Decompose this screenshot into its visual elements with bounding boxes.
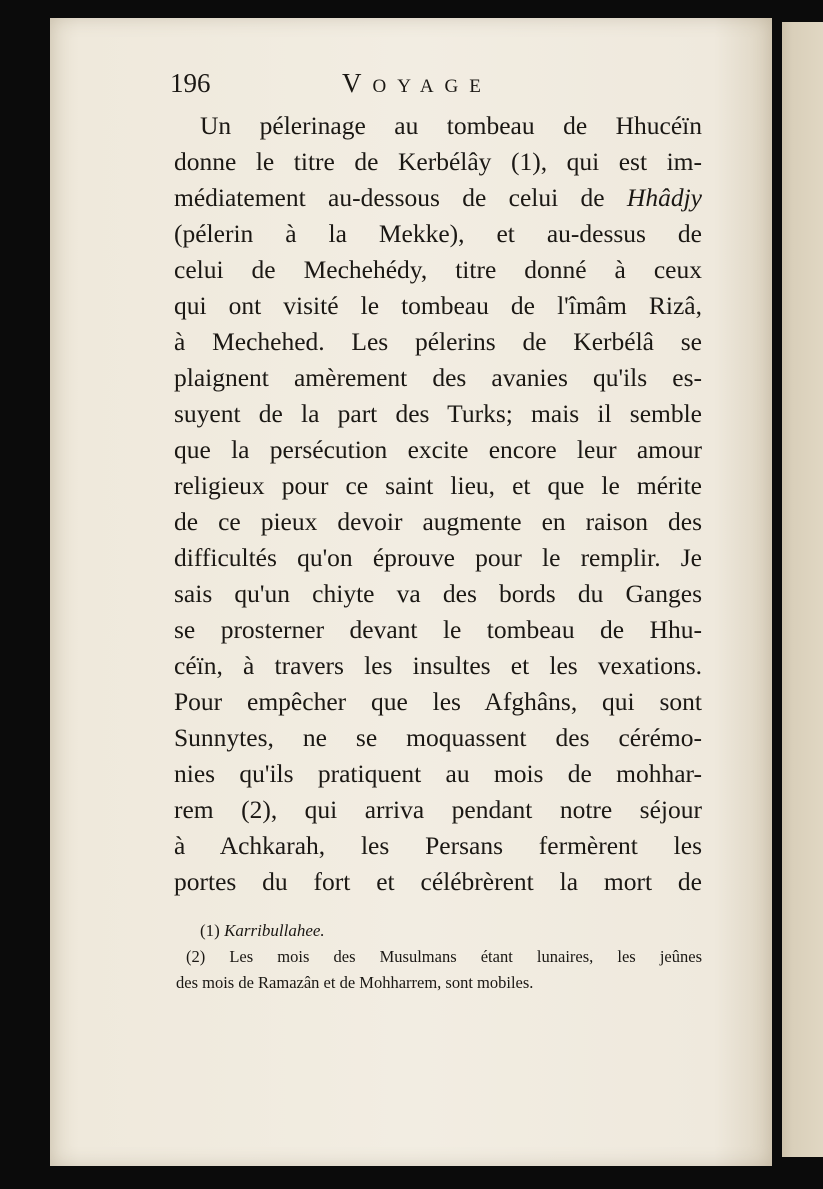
italic-term: Hhâdjy [626,183,702,212]
text-line: portes du fort et célébrèrent la mort de [174,867,702,896]
text-line: se prosterner devant le tombeau de Hhu- [174,615,702,644]
text-line: Un pélerinage au tombeau de Hhucéïn [200,111,702,140]
running-title: Voyage [342,68,492,98]
text-line: Sunnytes, ne se moquassent des cérémo- [174,723,702,752]
text-line: religieux pour ce saint lieu, et que le mérite [174,471,702,500]
text-line: difficultés qu'on éprouve pour le remplir. Je [174,543,702,572]
text-line [174,180,702,216]
text-line: nies qu'ils pratiquent au mois de mohhar- [174,759,702,788]
footnote-1 [176,918,702,944]
text-line: sais qu'un chiyte va des bords du Ganges [174,579,702,608]
text-line: plaignent amèrement des avanies qu'ils es- [174,363,702,392]
footnote-marker: (1) [200,921,220,940]
footnote-2-line: des mois de Ramazân et de Mohharrem, sont mobiles. [176,973,534,992]
footnote-text: Karribullahee. [224,921,325,940]
text-line: céïn, à travers les insultes et les vexations. [174,651,702,680]
text-line: (pélerin à la Mekke), et au-dessus de [174,219,702,248]
text-line: rem (2), qui arriva pendant notre séjour [174,795,702,824]
text-line: que la persécution excite encore leur amour [174,435,702,464]
text-line: suyent de la part des Turks; mais il semble [174,399,702,428]
text-line: à Achkarah, les Persans fermèrent les [174,831,702,860]
page-number: 196 [170,68,211,98]
body-text [174,108,702,900]
text-line: celui de Mechehédy, titre donné à ceux [174,255,702,284]
footnotes [176,918,702,996]
book-gutter [772,0,782,1189]
text-line: donne le titre de Kerbélây (1), qui est im- [174,147,702,176]
text-fragment: médiatement au-dessous de celui de [174,183,627,212]
page-header [170,68,730,108]
text-line: Pour empêcher que les Afghâns, qui sont [174,687,702,716]
text-line: à Mechehed. Les pélerins de Kerbélâ se [174,327,702,356]
text-line: qui ont visité le tombeau de l'îmâm Rizâ, [174,291,702,320]
text-line: de ce pieux devoir augmente en raison des [174,507,702,536]
footnote-2-line: (2) Les mois des Musulmans étant lunaires, les jeûnes [186,947,702,966]
